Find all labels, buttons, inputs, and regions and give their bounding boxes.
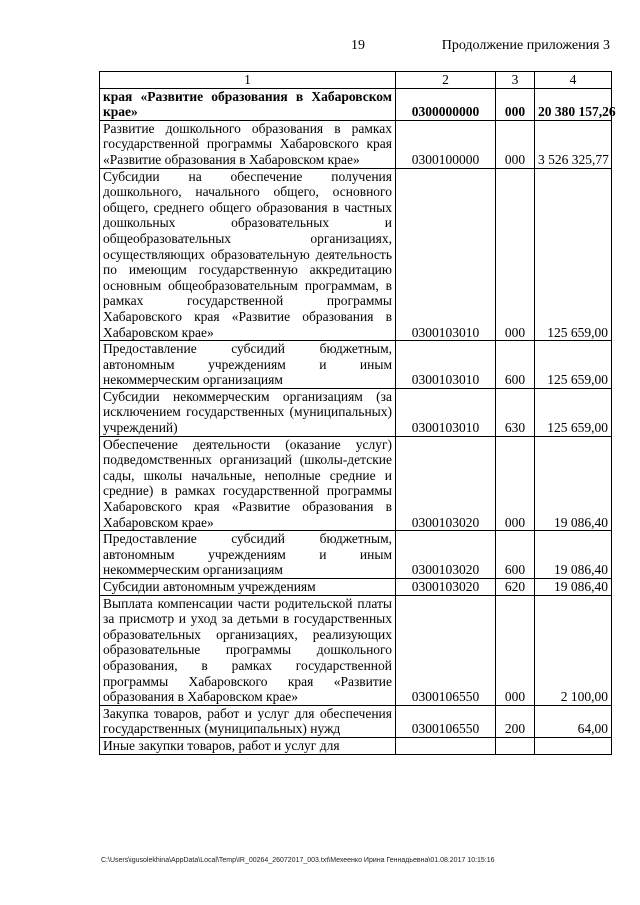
row-kind: 600 <box>496 531 535 579</box>
row-code <box>396 737 496 754</box>
table-row <box>100 737 612 754</box>
row-code: 0300000000 <box>396 88 496 120</box>
row-code: 0300106550 <box>396 595 496 705</box>
file-path-footer: C:\Users\igusolekhina\AppData\Local\Temp\IR_00264_26072017_003.txt\Мехеенко Ирина Геннадьевна\01.08.2017 10:15:16 <box>101 857 495 864</box>
table-row <box>100 531 612 579</box>
table-row <box>100 579 612 596</box>
row-code: 0300103020 <box>396 579 496 596</box>
row-name: края «Развитие образования в Хабаровском крае» <box>100 88 396 120</box>
table-row <box>100 436 612 531</box>
row-name: Предоставление субсидий бюджетным, автономным учреждениям и иным некоммерческим организациям <box>100 531 396 579</box>
row-code: 0300103020 <box>396 436 496 531</box>
row-amount: 20 380 157,26 <box>535 88 612 120</box>
row-amount: 125 659,00 <box>535 388 612 436</box>
row-name: Выплата компенсации части родительской платы за присмотр и уход за детьми в государственных образовательных организациях, реализующих образовательные программы дошкольного образования, в рамках государственной программы Хабаровского края «Развитие образования в Хабаровском крае» <box>100 595 396 705</box>
row-name: Обеспечение деятельности (оказание услуг) подведомственных организаций (школы-детские сады, школы начальные, неполные средние и средние) в рамках государственной программы Хабаровского края «Развитие образования в Хабаровском крае» <box>100 436 396 531</box>
row-kind: 630 <box>496 388 535 436</box>
row-name: Развитие дошкольного образования в рамках государственной программы Хабаровского края «Развитие образования в Хабаровском крае» <box>100 120 396 168</box>
row-code: 0300103010 <box>396 388 496 436</box>
row-kind: 000 <box>496 168 535 341</box>
budget-table <box>99 71 616 755</box>
table-row <box>100 705 612 737</box>
row-name: Закупка товаров, работ и услуг для обеспечения государственных (муниципальных) нужд <box>100 705 396 737</box>
table-row <box>100 341 612 389</box>
row-amount: 19 086,40 <box>535 579 612 596</box>
table-header-row <box>100 72 612 89</box>
row-kind: 620 <box>496 579 535 596</box>
row-amount <box>535 737 612 754</box>
row-amount: 64,00 <box>535 705 612 737</box>
table-row <box>100 88 612 120</box>
table-row <box>100 388 612 436</box>
column-header-1: 1 <box>100 72 396 89</box>
column-header-2: 2 <box>396 72 496 89</box>
row-code: 0300103020 <box>396 531 496 579</box>
table-row <box>100 595 612 705</box>
row-code: 0300103010 <box>396 341 496 389</box>
row-code: 0300106550 <box>396 705 496 737</box>
row-kind: 600 <box>496 341 535 389</box>
row-code: 0300103010 <box>396 168 496 341</box>
row-amount: 125 659,00 <box>535 168 612 341</box>
row-kind: 200 <box>496 705 535 737</box>
page-number: 19 <box>351 38 365 53</box>
row-kind: 000 <box>496 88 535 120</box>
row-amount: 125 659,00 <box>535 341 612 389</box>
column-header-3: 3 <box>496 72 535 89</box>
row-name: Субсидии некоммерческим организациям (за исключением государственных (муниципальных) учреждений) <box>100 388 396 436</box>
row-name: Субсидии на обеспечение получения дошкольного, начального общего, основного общего, среднего общего образования в частных дошкольных образовательных и общеобразовательных организациях, осуществляющих образовательную деятельность по имеющим государственную аккредитацию основным общеобразовательным программам, в рамках государственной программы Хабаровского края «Развитие образования в Хабаровском крае» <box>100 168 396 341</box>
row-name: Иные закупки товаров, работ и услуг для <box>100 737 396 754</box>
row-name: Субсидии автономным учреждениям <box>100 579 396 596</box>
table-row <box>100 120 612 168</box>
row-kind: 000 <box>496 436 535 531</box>
row-code: 0300100000 <box>396 120 496 168</box>
row-amount: 19 086,40 <box>535 436 612 531</box>
row-amount: 3 526 325,77 <box>535 120 612 168</box>
row-kind <box>496 737 535 754</box>
row-amount: 2 100,00 <box>535 595 612 705</box>
row-name: Предоставление субсидий бюджетным, автономным учреждениям и иным некоммерческим организациям <box>100 341 396 389</box>
row-kind: 000 <box>496 595 535 705</box>
row-amount: 19 086,40 <box>535 531 612 579</box>
row-kind: 000 <box>496 120 535 168</box>
table-row <box>100 168 612 341</box>
continuation-title: Продолжение приложения 3 <box>441 38 610 53</box>
column-header-4: 4 <box>535 72 612 89</box>
